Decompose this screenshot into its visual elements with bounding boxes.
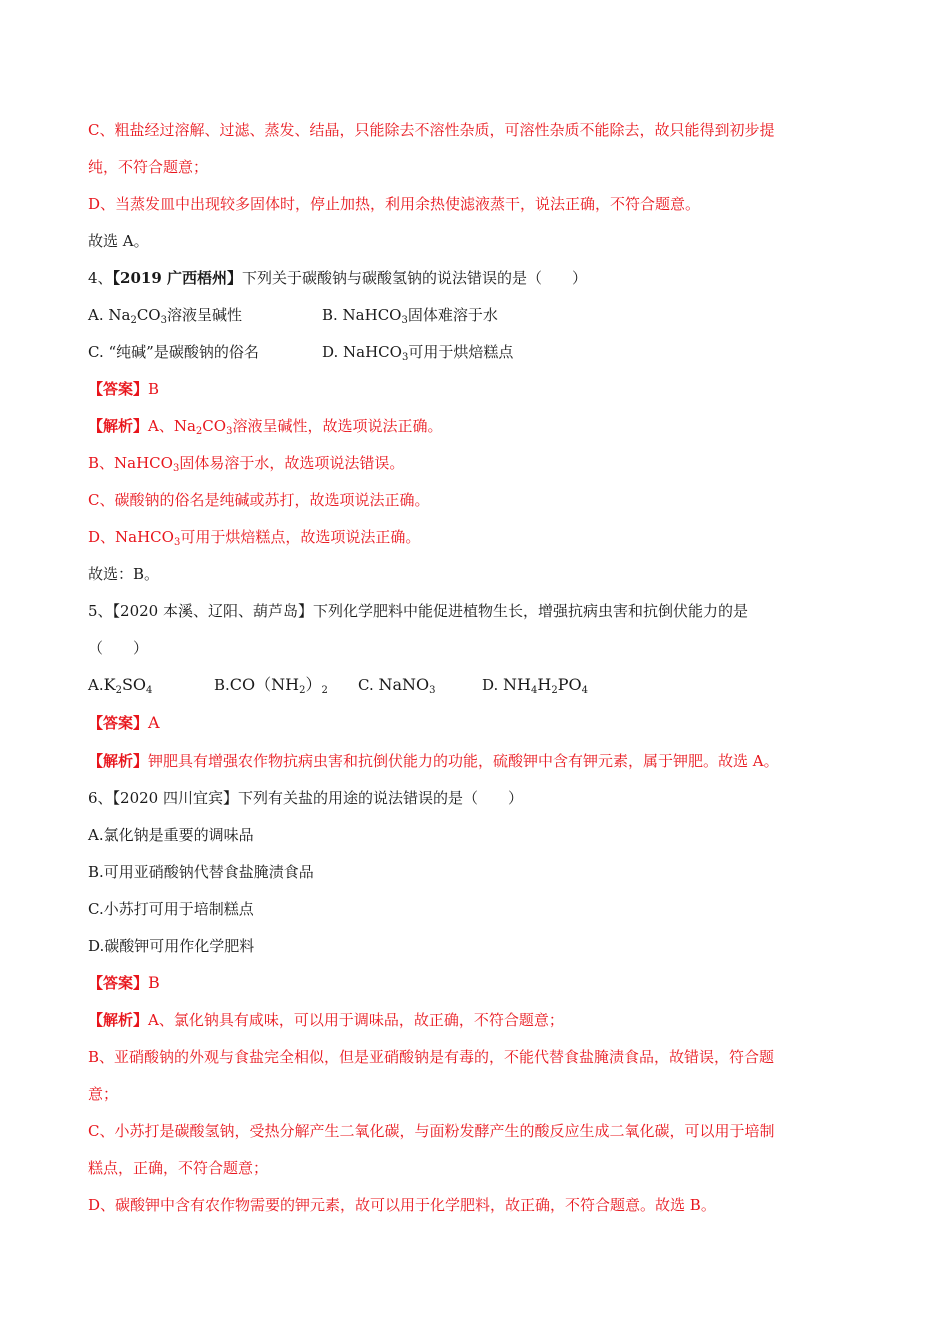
q6-stem: 下列有关盐的用途的说法错误的是（ ） bbox=[238, 789, 524, 807]
q4-option-b: B. NaHCO$_3$固体难溶于水 bbox=[322, 306, 498, 326]
q5-stem: 下列化学肥料中能促进植物生长，增强抗病虫害和抗倒伏能力的是 bbox=[313, 602, 749, 620]
q4-answer-label: 【答案】 bbox=[88, 380, 149, 398]
q5-option-c: C. NaNO$_3$ bbox=[358, 675, 436, 696]
q4-stem: 下列关于碳酸钠与碳酸氢钠的说法错误的是（ ） bbox=[242, 269, 588, 287]
q6-option-c: C.小苏打可用于培制糕点 bbox=[88, 900, 254, 918]
q4-analysis-line4: D、NaHCO$_3$可用于烘焙糕点，故选项说法正确。 bbox=[88, 528, 421, 548]
q6-analysis-label: 【解析】 bbox=[88, 1011, 149, 1029]
q4-choose: 故选：B。 bbox=[88, 565, 160, 583]
q4-option-c: C. “纯碱”是碳酸钠的俗名 bbox=[88, 343, 259, 361]
q4-answer-value: B bbox=[148, 380, 160, 398]
prev-analysis-c-line1: C、粗盐经过溶解、过滤、蒸发、结晶，只能除去不溶性杂质，可溶性杂质不能除去，故只能得到初步提 bbox=[88, 121, 775, 139]
q4-analysis-line2: B、NaHCO$_3$固体易溶于水，故选项说法错误。 bbox=[88, 454, 405, 474]
q6-analysis-c-line1: C、小苏打是碳酸氢钠，受热分解产生二氧化碳，与面粉发酵产生的酸反应生成二氧化碳，可以用于培制 bbox=[88, 1122, 775, 1140]
q5-source: 【2020 本溪、辽阳、葫芦岛】 bbox=[112, 602, 313, 620]
q5-answer-value: A bbox=[148, 713, 160, 732]
q5-option-b: $B.CO(NH_2)_2$ bbox=[214, 675, 328, 696]
q4-source: 【2019 广西梧州】 bbox=[112, 269, 243, 287]
q6-answer bbox=[88, 973, 160, 993]
q5-option-a: $A.K_2SO_4$ bbox=[88, 675, 153, 696]
q5-analysis: 【解析】钾肥具有增强农作物抗病虫害和抗倒伏能力的功能，硫酸钾中含有钾元素，属于钾肥。故选 A。 bbox=[88, 752, 779, 770]
q5-answer bbox=[88, 713, 160, 733]
q5-blank: （ ） bbox=[88, 639, 149, 657]
q5-analysis-label: 【解析】 bbox=[88, 752, 149, 770]
q6-option-b: B.可用亚硝酸钠代替食盐腌渍食品 bbox=[88, 863, 314, 881]
q6-analysis-b-line2: 意； bbox=[88, 1085, 119, 1103]
q4-analysis-line3: C、碳酸钠的俗名是纯碱或苏打，故选项说法正确。 bbox=[88, 491, 430, 509]
q6-source: 【2020 四川宜宾】 bbox=[112, 789, 238, 807]
q4-option-a: A. $Na_2CO_3$溶液呈碱性 bbox=[88, 306, 242, 326]
prev-analysis-c-line2: 纯，不符合题意； bbox=[88, 158, 209, 176]
q6-option-a: A.氯化钠是重要的调味品 bbox=[88, 826, 254, 844]
q6-analysis-d: D、碳酸钾中含有农作物需要的钾元素，故可以用于化学肥料，故正确，不符合题意。故选 B。 bbox=[88, 1196, 716, 1214]
q4-number: 4、 bbox=[88, 269, 113, 287]
q6-number: 6、 bbox=[88, 789, 113, 807]
q6-analysis-c-line2: 糕点，正确，不符合题意； bbox=[88, 1159, 269, 1177]
q6-answer-label: 【答案】 bbox=[88, 974, 149, 992]
q4-stem-line bbox=[88, 268, 587, 288]
q6-answer-value: B bbox=[148, 973, 160, 992]
q5-number: 5、 bbox=[88, 602, 113, 620]
q6-stem-line bbox=[88, 788, 523, 808]
q5-option-d: D. $NH_4H_2PO_4$ bbox=[482, 675, 588, 696]
q4-analysis-line1: 【解析】A、$Na_2CO_3$溶液呈碱性，故选项说法正确。 bbox=[88, 417, 443, 437]
q4-answer bbox=[88, 379, 159, 399]
prev-analysis-d-line: D、当蒸发皿中出现较多固体时，停止加热，利用余热使滤液蒸干，说法正确，不符合题意。 bbox=[88, 195, 701, 213]
q6-option-d: D.碳酸钾可用作化学肥料 bbox=[88, 937, 255, 955]
q6-analysis-b-line1: B、亚硝酸钠的外观与食盐完全相似，但是亚硝酸钠是有毒的，不能代替食盐腌渍食品，故错误，符合题 bbox=[88, 1048, 775, 1066]
q5-stem-line bbox=[88, 601, 748, 621]
q4-analysis-label: 【解析】 bbox=[88, 417, 149, 435]
q4-option-d: D. NaHCO$_3$可用于烘焙糕点 bbox=[322, 343, 514, 363]
q5-answer-label: 【答案】 bbox=[88, 714, 149, 732]
prev-choose: 故选 A。 bbox=[88, 232, 149, 250]
q6-analysis-a: 【解析】A、氯化钠具有咸味，可以用于调味品，故正确，不符合题意； bbox=[88, 1011, 564, 1029]
